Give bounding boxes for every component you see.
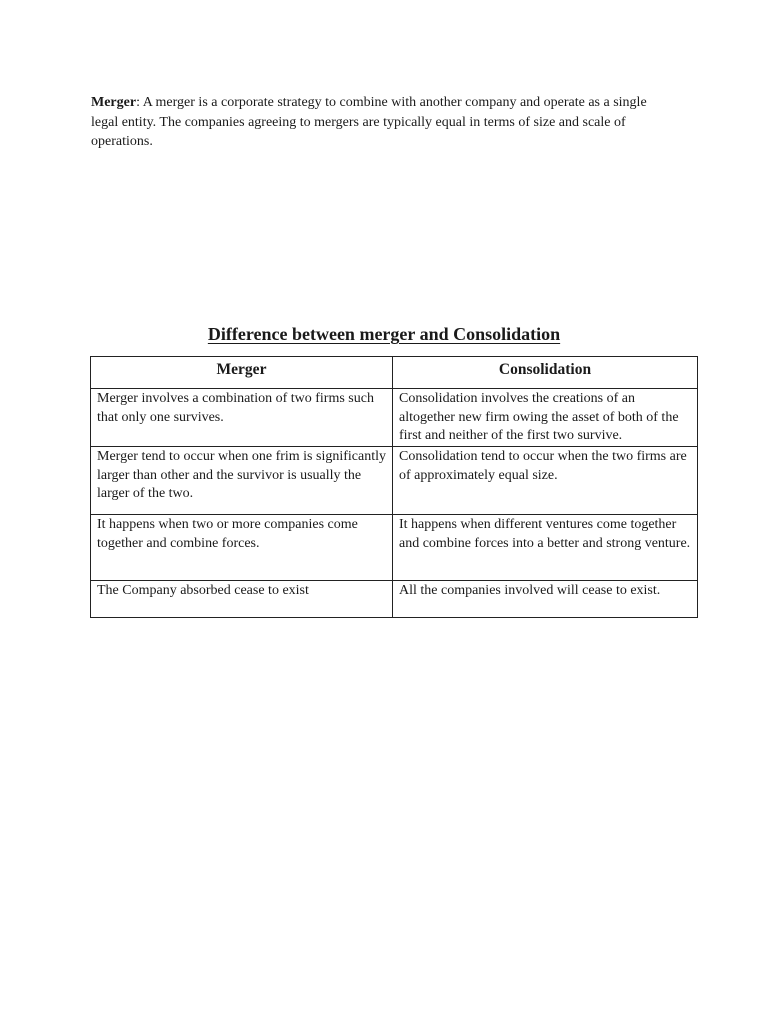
consolidation-cell: Consolidation tend to occur when the two firms are of approximately equal size. [393,447,698,515]
header-merger: Merger [91,357,393,389]
comparison-table [90,356,698,618]
consolidation-cell: All the companies involved will cease to exist. [393,581,698,618]
merger-definition-paragraph [91,93,671,152]
consolidation-cell: Consolidation involves the creations of an altogether new firm owing the asset of both of the first and neither of the first two survive. [393,389,698,447]
comparison-title: Difference between merger and Consolidation [207,324,561,344]
merger-cell: Merger involves a combination of two firms such that only one survives. [91,389,393,447]
table-row [91,447,698,515]
table-row [91,389,698,447]
merger-term: Merger [91,95,137,110]
header-consolidation: Consolidation [393,357,698,389]
merger-cell: Merger tend to occur when one frim is significantly larger than other and the survivor is usually the larger of the two. [91,447,393,515]
term-separator: : [136,95,143,110]
consolidation-cell: It happens when different ventures come together and combine forces into a better and strong venture. [393,515,698,581]
table-header-row [91,357,698,389]
table-row [91,515,698,581]
table-row [91,581,698,618]
merger-cell: The Company absorbed cease to exist [91,581,393,618]
merger-cell: It happens when two or more companies come together and combine forces. [91,515,393,581]
merger-definition-text: A merger is a corporate strategy to combine with another company and operate as a single legal entity. The companies agreeing to mergers are typically equal in terms of size and scale of operations. [91,95,647,149]
